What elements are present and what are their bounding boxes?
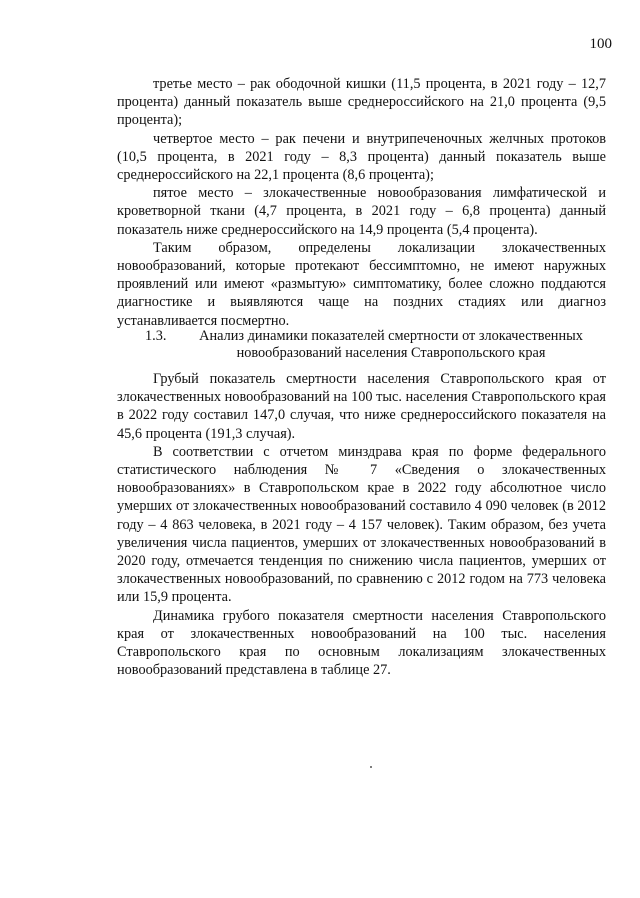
section-number: 1.3.	[145, 328, 167, 344]
paragraph: третье место – рак ободочной кишки (11,5 процента, в 2021 году – 12,7 процента) данный показатель выше среднероссийского на 21,0 процента (9,5 процента);	[117, 76, 606, 129]
scan-speck	[370, 766, 372, 768]
paragraph: четвертое место – рак печени и внутрипеченочных желчных протоков (10,5 процента, в 2021 году – 8,3 процента) данный показатель выше среднероссийского на 22,1 процента (8,6 процента);	[117, 130, 606, 184]
page-number: 100	[589, 36, 612, 52]
paragraph: Динамика грубого показателя смертности населения Ставропольского края от злокачественных новообразований на 100 тыс. населения Ставропольского края по основным локализациям злокачественных новообразований представлена в таблице 27.	[117, 607, 606, 679]
body-text-top	[117, 75, 606, 330]
paragraph: Грубый показатель смертности населения Ставропольского края от злокачественных новообразований на 100 тыс. населения Ставропольского края в 2022 году составил 147,0 случая, что ниже среднероссийского показателя на 45,6 процента (191,3 случая).	[117, 371, 606, 442]
section-heading	[117, 328, 606, 362]
body-text-bottom	[117, 370, 606, 679]
paragraph: В соответствии с отчетом минздрава края по форме федерального статистического наблюдения № 7 «Сведения о злокачественных новообразованиях» в Ставропольском крае в 2022 году абсолютное число умерших от злокачественных новообразований составило 4 090 человек (в 2012 году – 4 863 человека, в 2021 году – 4 157 человек). Таким образом, без учета увеличения числа пациентов, умерших от злокачественных новообразований в 2020 году, отмечается тенденция по снижению числа пациентов, умерших от злокачественных новообразований, по сравнению с 2012 годом на 773 человека или 15,9 процента.	[117, 443, 606, 606]
section-title: Анализ динамики показателей смертности от злокачественных новообразований населения Ставропольского края	[199, 328, 583, 361]
paragraph: Таким образом, определены локализации злокачественных новообразований, которые протекают бессимптомно, не имеют наружных проявлений или имеют «размытую» симптоматику, более сложно поддаются диагностике и выявляются чаще на поздних стадиях или диагноз устанавливается посмертно.	[117, 239, 606, 329]
paragraph: пятое место – злокачественные новообразования лимфатической и кроветворной ткани (4,7 процента, в 2021 году – 6,8 процента) данный показатель ниже среднероссийского на 14,9 процента (5,4 процента).	[117, 185, 606, 238]
